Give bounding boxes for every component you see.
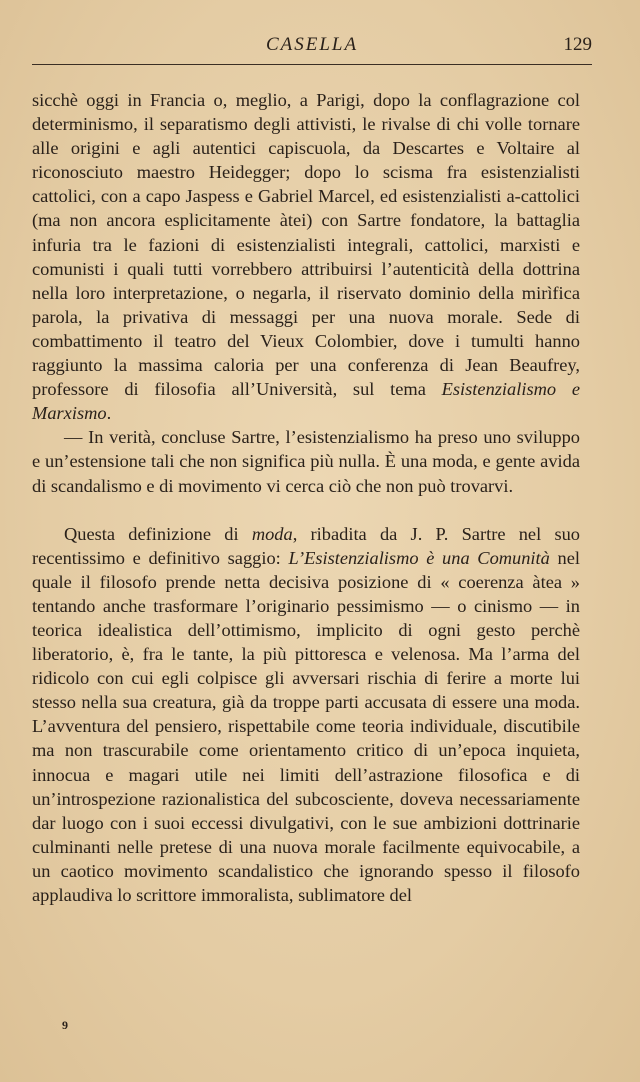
body-text <box>32 88 580 907</box>
text-run: nel quale il filosofo prende netta decisiva posizione di « coerenza àtea » tentando anche trasformare l’originario pessimismo — o cinismo — in teorica idealistica dell’ottimismo, implicito di ogni gesto perchè liberatorio, è, fra le tante, la più pittoresca e velenosa. Ma l’arma del ridicolo con cui egli colpisce gli avversari rischia di ferire a morte lui stesso nella sua creatura, già da troppe parti accusata di essere una moda. L’avventura del pensiero, rispettabile come teoria individuale, discutibile ma non trascurabile come orientamento critico di un’epoca inquieta, innocua e magari utile nei limiti dell’astrazione filosofica e di un’introspezione razionalistica del subcosciente, doveva necessariamente dar luogo con i suoi eccessi divulgativi, con le sue ambizioni dottrinarie culminanti nelle pretese di una nuova morale facilmente equivocabile, a un caotico movimento scandalistico che ignorando spesso il filosofo applaudiva lo scrittore immoralista, sublimatore del <box>32 547 580 905</box>
italic-title-run: Esistenzialismo e Marxismo <box>32 379 580 424</box>
text-run: — In verità, concluse Sartre, l’esistenzialismo ha preso uno sviluppo e un’estensione tali che non significa più nulla. È una moda, e gente avida di scandalismo e di movimento vi cerca ciò che non può trovarvi. <box>32 427 580 496</box>
text-run: . <box>106 403 112 424</box>
printer-signature-mark: 9 <box>62 1018 68 1032</box>
text-run: Questa definizione di <box>64 523 252 544</box>
running-head <box>32 34 592 60</box>
italic-word-run: moda <box>251 523 293 544</box>
paragraph-1 <box>32 88 580 425</box>
running-head-title: CASELLA <box>265 34 359 55</box>
italic-title-run: L’Esistenzialismo è una Comunità <box>288 547 550 568</box>
header-rule <box>32 64 592 65</box>
paragraph-2 <box>32 425 580 497</box>
text-run: sicchè oggi in Francia o, meglio, a Parigi, dopo la conflagrazione col determinismo, il separatismo degli attivisti, le rivalse di chi volle tornare alle origini e agli autentici capiscuola, da Descartes e Voltaire al riconosciuto maestro Heidegger; dopo lo scisma fra esistenzialisti cattolici, con a capo Jaspess e Gabriel Marcel, ed esistenzialisti a-cattolici (ma non ancora esplicitamente àtei) con Sartre fondatore, la battaglia infuria tra le fazioni di esistenzialisti integrali, cattolici, marxisti e comunisti i quali tutti vorrebbero attribuirsi l’autenticità della dottrina nella loro interpretazione, o negarla, il riservato dominio della mirìfica parola, la privativa di messaggi per una nuova morale. Sede di combattimento il teatro del Vieux Colombier, dove i tumulti hanno raggiunto la massima caloria per una conferenza di Jean Beaufrey, professore di filosofia all’Università, sul tema <box>32 90 580 400</box>
text-run: , ribadita da J. P. Sartre nel suo recentissimo e definitivo saggio: <box>32 523 580 568</box>
paragraph-3 <box>32 522 580 908</box>
page-number: 129 <box>563 34 592 55</box>
